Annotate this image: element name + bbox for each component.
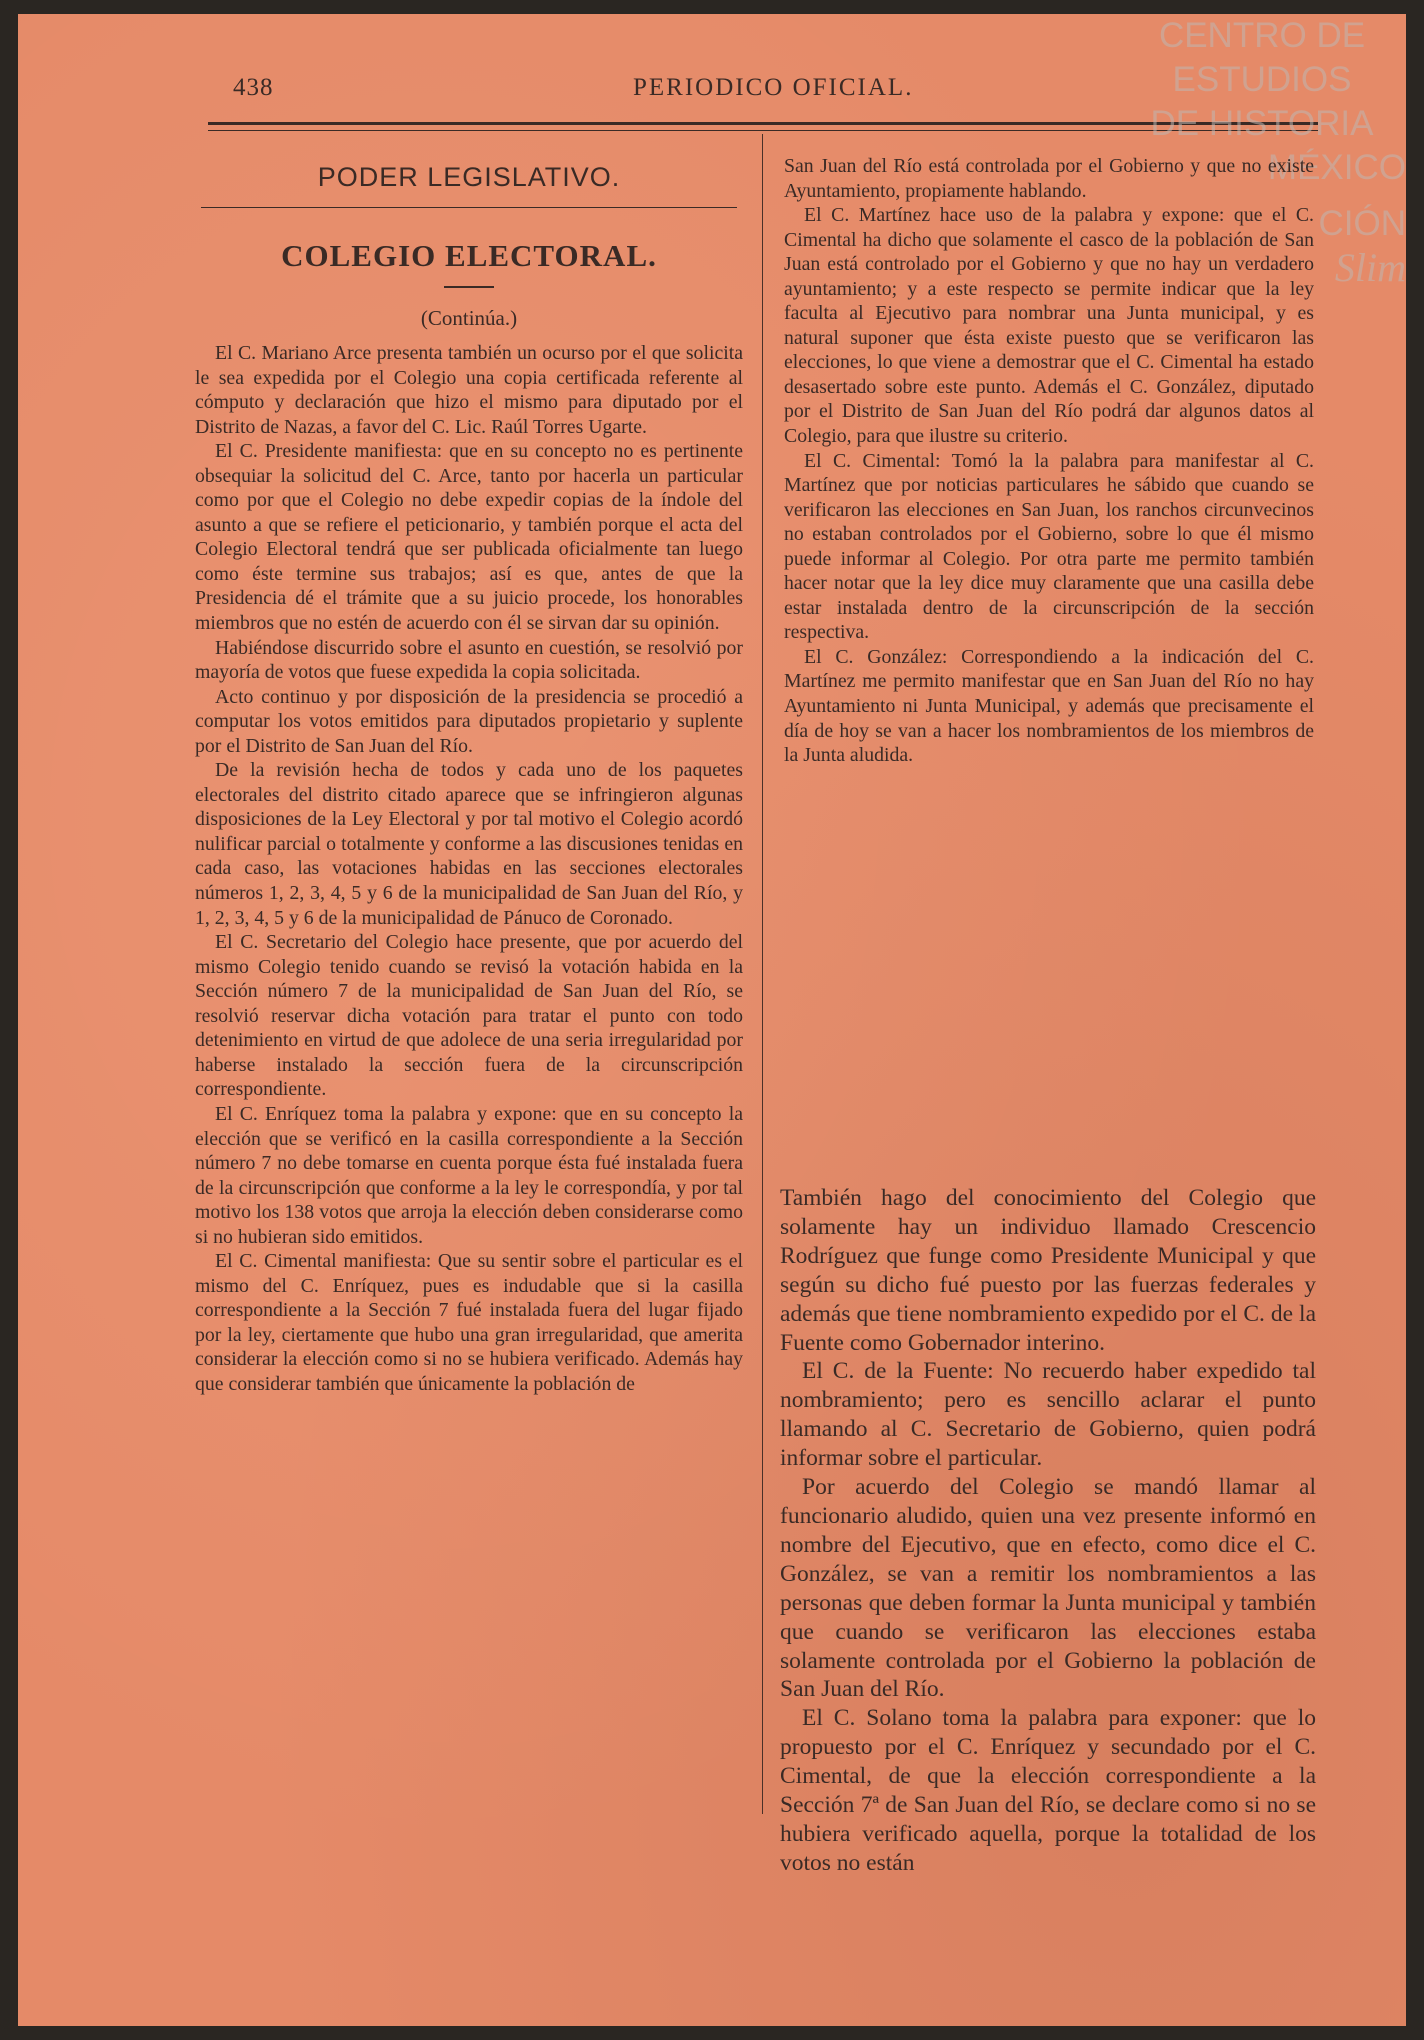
paragraph: El C. Enríquez toma la palabra y expone: que en su concepto la elección que se verificó en la casilla correspondiente a la Sección número 7 no debe tomarse en cuenta porque ésta fué instalada fuera de la circunscripción que conforme a la ley le correspondía, y por tal motivo los 138 votos que arroja la elección deben considerarse como si no hubieran sido emitidos. xyxy=(195,1102,743,1248)
paragraph: San Juan del Río está controlada por el Gobierno y que no existe Ayuntamiento, propiamente hablando. xyxy=(784,155,1314,202)
paragraph: El C. Presidente manifiesta: que en su concepto no es pertinente obsequiar la solicitud del C. Arce, tanto por hacerla un particular como por que el Colegio no debe expedir copias de la índole del asunto a que se refiere el peticionario, y también porque el acta del Colegio Electoral tendrá que ser publicada oficialmente tan luego como éste termine sus trabajos; así es que, antes de que la Presidencia dé el trámite que a su juicio procede, los honorables miembros que no estén de acuerdo con él se sirvan dar su opinión. xyxy=(195,440,743,635)
page-number: 438 xyxy=(233,74,274,101)
watermark-line: ESTUDIOS xyxy=(1172,60,1352,99)
watermark-signature: Slim xyxy=(1334,245,1406,290)
watermark-line: CIÓN xyxy=(1318,204,1406,243)
paragraph: El C. de la Fuente: No recuerdo haber expedido tal nombramiento; pero es sencillo aclarar el punto llamando al C. Secretario de Gobierno, quien podrá informar sobre el particular. xyxy=(780,1358,1316,1472)
paragraph: El C. Mariano Arce presenta también un ocurso por el que solicita le sea expedida por el Colegio una copia certificada referente al cómputo y declaración que hizo el mismo para diputado por el Distrito de Nazas, a favor del C. Lic. Raúl Torres Ugarte. xyxy=(195,342,743,438)
paragraph: El C. Cimental manifiesta: Que su sentir sobre el particular es el mismo del C. Enríquez, pues es indudable que si la casilla correspondiente a la Sección 7 fué instalada fuera del lugar fijado por la ley, ciertamente que hubo una gran irregularidad, que amerita considerar la elección como si no se hubiera verificado. Además hay que considerar también que únicamente la población de xyxy=(195,1250,743,1395)
paragraph: De la revisión hecha de todos y cada uno de los paquetes electorales del distrito citado aparece que se infringieron algunas disposiciones de la Ley Electoral y por tal motivo el Colegio acordó nulificar parcial o totalmente y conforme a las discusiones tenidas en cada caso, las votaciones habidas en las secciones electorales números 1, 2, 3, 4, 5 y 6 de la municipalidad de San Juan del Río, y 1, 2, 3, 4, 5 y 6 de la municipalidad de Pánuco de Coronado. xyxy=(195,759,743,929)
paragraph: Acto continuo y por disposición de la presidencia se procedió a computar los votos emitidos para diputados propietario y suplente por el Distrito de San Juan del Río. xyxy=(195,685,743,757)
journal-title: PERIODICO OFICIAL. xyxy=(633,74,914,101)
title-rule xyxy=(444,286,494,288)
column-divider xyxy=(762,134,763,1814)
left-column xyxy=(195,154,743,1397)
newspaper-page xyxy=(18,14,1406,2026)
watermark-line: CENTRO DE xyxy=(1158,16,1366,55)
paragraph: El C. Solano toma la palabra para exponer: que lo propuesto por el C. Enríquez y secundado por el C. Cimental, de que la elección correspondiente a la Sección 7ª de San Juan del Río, se declare como si no se hubiera verificado aquella, porque la totalidad de los votos no están xyxy=(780,1705,1316,1876)
article-title: COLEGIO ELECTORAL. xyxy=(281,238,657,273)
paragraph: También hago del conocimiento del Colegio que solamente hay un individuo llamado Crescencio Rodríguez que funge como Presidente Municipal y que según su dicho fué puesto por las fuerzas federales y además que tiene nombramiento expedido por el C. de la Fuente como Gobernador interino. xyxy=(780,1185,1316,1356)
continued-label: (Continúa.) xyxy=(420,306,518,330)
paragraph: El C. Cimental: Tomó la la palabra para manifestar al C. Martínez que por noticias particulares he sábido que cuando se verificaron las elecciones en San Juan, los ranchos circunvecinos no estaban controlados por el Gobierno, sobre lo que él mismo puede informar al Colegio. Por otra parte me permito también hacer notar que la ley dice muy claramente que una casilla debe estar instalada dentro de la circunscripción de la sección respectiva. xyxy=(784,449,1314,644)
watermark-line: DE HISTORIA xyxy=(1150,104,1374,143)
paragraph: El C. Martínez hace uso de la palabra y expone: que el C. Cimental ha dicho que solamente el casco de la población de San Juan está controlado por el Gobierno y que no hay un verdadero ayuntamiento; y a este respecto se permite indicar que la ley faculta al Ejecutivo para nombrar una Junta municipal, y es natural suponer que ésta existe puesto que se verificaron las elecciones, lo que viene a demostrar que el C. Cimental ha estado desasertado sobre este punto. Además el C. González, diputado por el Distrito de San Juan del Río podrá dar algunos datos al Colegio, para que ilustre su criterio. xyxy=(784,204,1314,448)
right-column-top xyxy=(784,154,1314,768)
watermark-line: MÉXICO xyxy=(1267,148,1406,187)
paragraph: Habiéndose discurrido sobre el asunto en cuestión, se resolvió por mayoría de votos que fuese expedida la copia solicitada. xyxy=(195,636,743,684)
paragraph: El C. Secretario del Colegio hace presente, que por acuerdo del mismo Colegio tenido cuando se revisó la votación habida en la Sección número 7 de la municipalidad de San Juan del Río, se resolvió reservar dicha votación para tratar el punto con todo detenimiento en virtud de que adolece de una seria irregularidad por haberse instalado la sección fuera de la circunscripción correspondiente. xyxy=(195,931,743,1101)
paragraph: Por acuerdo del Colegio se mandó llamar al funcionario aludido, quien una vez presente informó en nombre del Ejecutivo, que en efecto, como dice el C. González, se van a remitir los nombramientos a las personas que deben formar la Junta municipal y también que cuando se verificaron las elecciones estaba solamente controlada por el Gobierno la población de San Juan del Río. xyxy=(780,1474,1316,1703)
section-rule xyxy=(201,207,737,208)
paragraph: El C. González: Correspondiendo a la indicación del C. Martínez me permito manifestar que en San Juan del Río no hay Ayuntamiento ni Junta Municipal, y además que precisamente el día de hoy se van a hacer los nombramientos de los miembros de la Junta aludida. xyxy=(784,645,1314,767)
right-column-bottom xyxy=(780,1184,1316,1878)
section-heading: PODER LEGISLATIVO. xyxy=(317,162,621,192)
